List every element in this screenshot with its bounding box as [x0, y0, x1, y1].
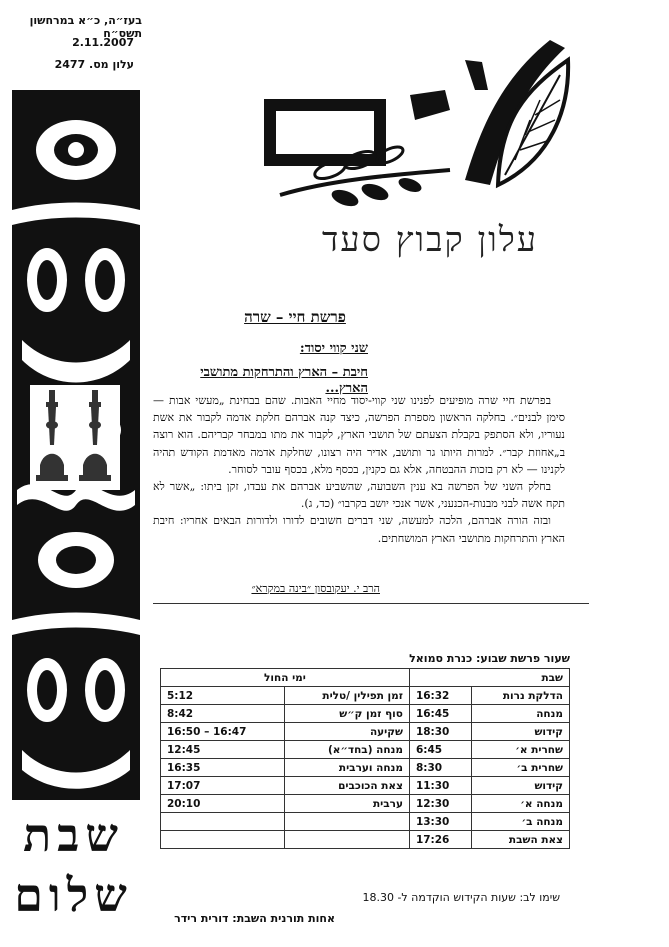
table-row: [161, 687, 570, 705]
weekday-time: 20:10: [161, 795, 285, 813]
shabbat-label: צאת השבת: [472, 831, 570, 849]
weekday-label: זמן תפילין /טלית: [284, 687, 409, 705]
table-row: [161, 723, 570, 741]
article-subheading: חיבת – הארץ והתרחקות מתושבי הארץ...: [200, 365, 368, 396]
table-row: [161, 777, 570, 795]
weekday-label: ערבית: [284, 795, 409, 813]
weekday-label: [284, 813, 409, 831]
shabbat-time: 17:26: [409, 831, 471, 849]
article-heading: שני קווי יסוד:: [299, 341, 368, 356]
shabbat-time: 13:30: [409, 813, 471, 831]
shabbat-time: 18:30: [409, 723, 471, 741]
article-signature: הרב י. יעקובסון ״בינה במקרא״: [251, 582, 380, 595]
masthead-subtitle: [225, 220, 635, 260]
weekday-time: [161, 831, 285, 849]
shabbat-label: קידוש: [472, 723, 570, 741]
weekday-time: 8:42: [161, 705, 285, 723]
weekday-time: [161, 813, 285, 831]
shabbat-time: 8:30: [409, 759, 471, 777]
article-paragraph-2: בחלק השני של הפרשה בא ענין השבועה, שהשביע אברהם את עבדו, זקן ביתו: „אשר לא תקח אשה לבני מבנות-הכנעני, אשר אנכי יושב בקרבו״ (כד, ג).: [153, 480, 565, 511]
shabbat-header: שבת: [409, 669, 569, 687]
weekday-label: מנחה (בחד״א): [284, 741, 409, 759]
shabbat-label: שחרית ב׳: [472, 759, 570, 777]
shabbat-label: מנחה ב׳: [472, 813, 570, 831]
torah-sister: אחות תורנית השבת: דורית רידר: [174, 912, 335, 925]
table-row: [161, 813, 570, 831]
parasha-title: פרשת חיי – שרה: [244, 308, 346, 326]
candlesticks-image: [30, 385, 120, 490]
table-row: [161, 759, 570, 777]
article-body: [153, 392, 565, 547]
weekday-label: צאת הכוכבים: [284, 777, 409, 795]
gregorian-date: 2.11.2007: [72, 36, 134, 49]
weekday-time: 5:12: [161, 687, 285, 705]
subtitle-text: עלון קבוץ סעד: [321, 220, 539, 260]
weekday-label: שקיעה: [284, 723, 409, 741]
issue-number: עלון מס. 2477: [54, 58, 134, 71]
candlesticks-icon: [30, 385, 120, 490]
weekday-time: 12:45: [161, 741, 285, 759]
weekday-time: 17:07: [161, 777, 285, 795]
table-row: [161, 705, 570, 723]
weekday-time: 16:35: [161, 759, 285, 777]
weekday-header: ימי החול: [161, 669, 410, 687]
table-row: [161, 795, 570, 813]
shabbat-time: 12:30: [409, 795, 471, 813]
shabbat-time: 16:45: [409, 705, 471, 723]
shabbat-label: שחרית א׳: [472, 741, 570, 759]
shabbat-time: 6:45: [409, 741, 471, 759]
weekday-time: 16:47 – 16:50: [161, 723, 285, 741]
article-paragraph-1: בפרשת חיי שרה מופיעים לפנינו שני קווי-יסוד מחיי האבות. שהם בבחינת „מעשי אבות — סימן לבנים״. בחלקה הראשון מספרת הפרשה, כיצד קנה אברהם חלקת אדמה לקבור את אשת נעוריו, ולא הסתפק בקבלת הצעתם של תושבי הארץ, לקבור את מתו במבחר קבריהם. הוא רוצה ב„אחוזת קבר״. למרות היותו גר ותושב, אדיר היה רצונו, שחלקת אדמה מאדמת הקודש תהיה לקנינו — לא רק בזכות ההבטחה, אלא גם כקנין, בכסף מלא, בכסף עובר לסוחר.: [153, 394, 565, 476]
shabbat-time: 16:32: [409, 687, 471, 705]
shalom-text: שלום: [14, 868, 133, 922]
shabbat-label: הדלקת נרות: [472, 687, 570, 705]
table-row: [161, 741, 570, 759]
article-paragraph-3: ובזה הורה אברהם, הלכה למעשה, שני דברים חשובים לדורו ולדורות הבאים אחריו: חיבת הארץ והתרחקות מתושבי הארץ המושחתים.: [153, 514, 565, 545]
weekly-lesson: שעור פרשת שבוע: כנרת סמואל: [409, 652, 570, 665]
shabbat-label: קידוש: [472, 777, 570, 795]
schedule-table: [160, 668, 570, 849]
divider: [153, 603, 589, 604]
shabbat-text: שבת: [23, 808, 124, 862]
weekday-label: מנחה וערבית: [284, 759, 409, 777]
shabbat-label: מנחה א׳: [472, 795, 570, 813]
weekday-label: סוף זמן ק״ש: [284, 705, 409, 723]
table-row: [161, 831, 570, 849]
shabbat-label: מנחה: [472, 705, 570, 723]
weekday-label: [284, 831, 409, 849]
masthead-logo: [250, 20, 580, 220]
logo-leaf-icon: [250, 20, 580, 220]
kiddush-note: שימו לב: שעות הקידוש הוקדמה ל- 18.30: [362, 891, 560, 904]
shabbat-time: 11:30: [409, 777, 471, 795]
hebrew-date: בעז״ה, כ״א במרחשון תשס״ח: [29, 14, 142, 40]
